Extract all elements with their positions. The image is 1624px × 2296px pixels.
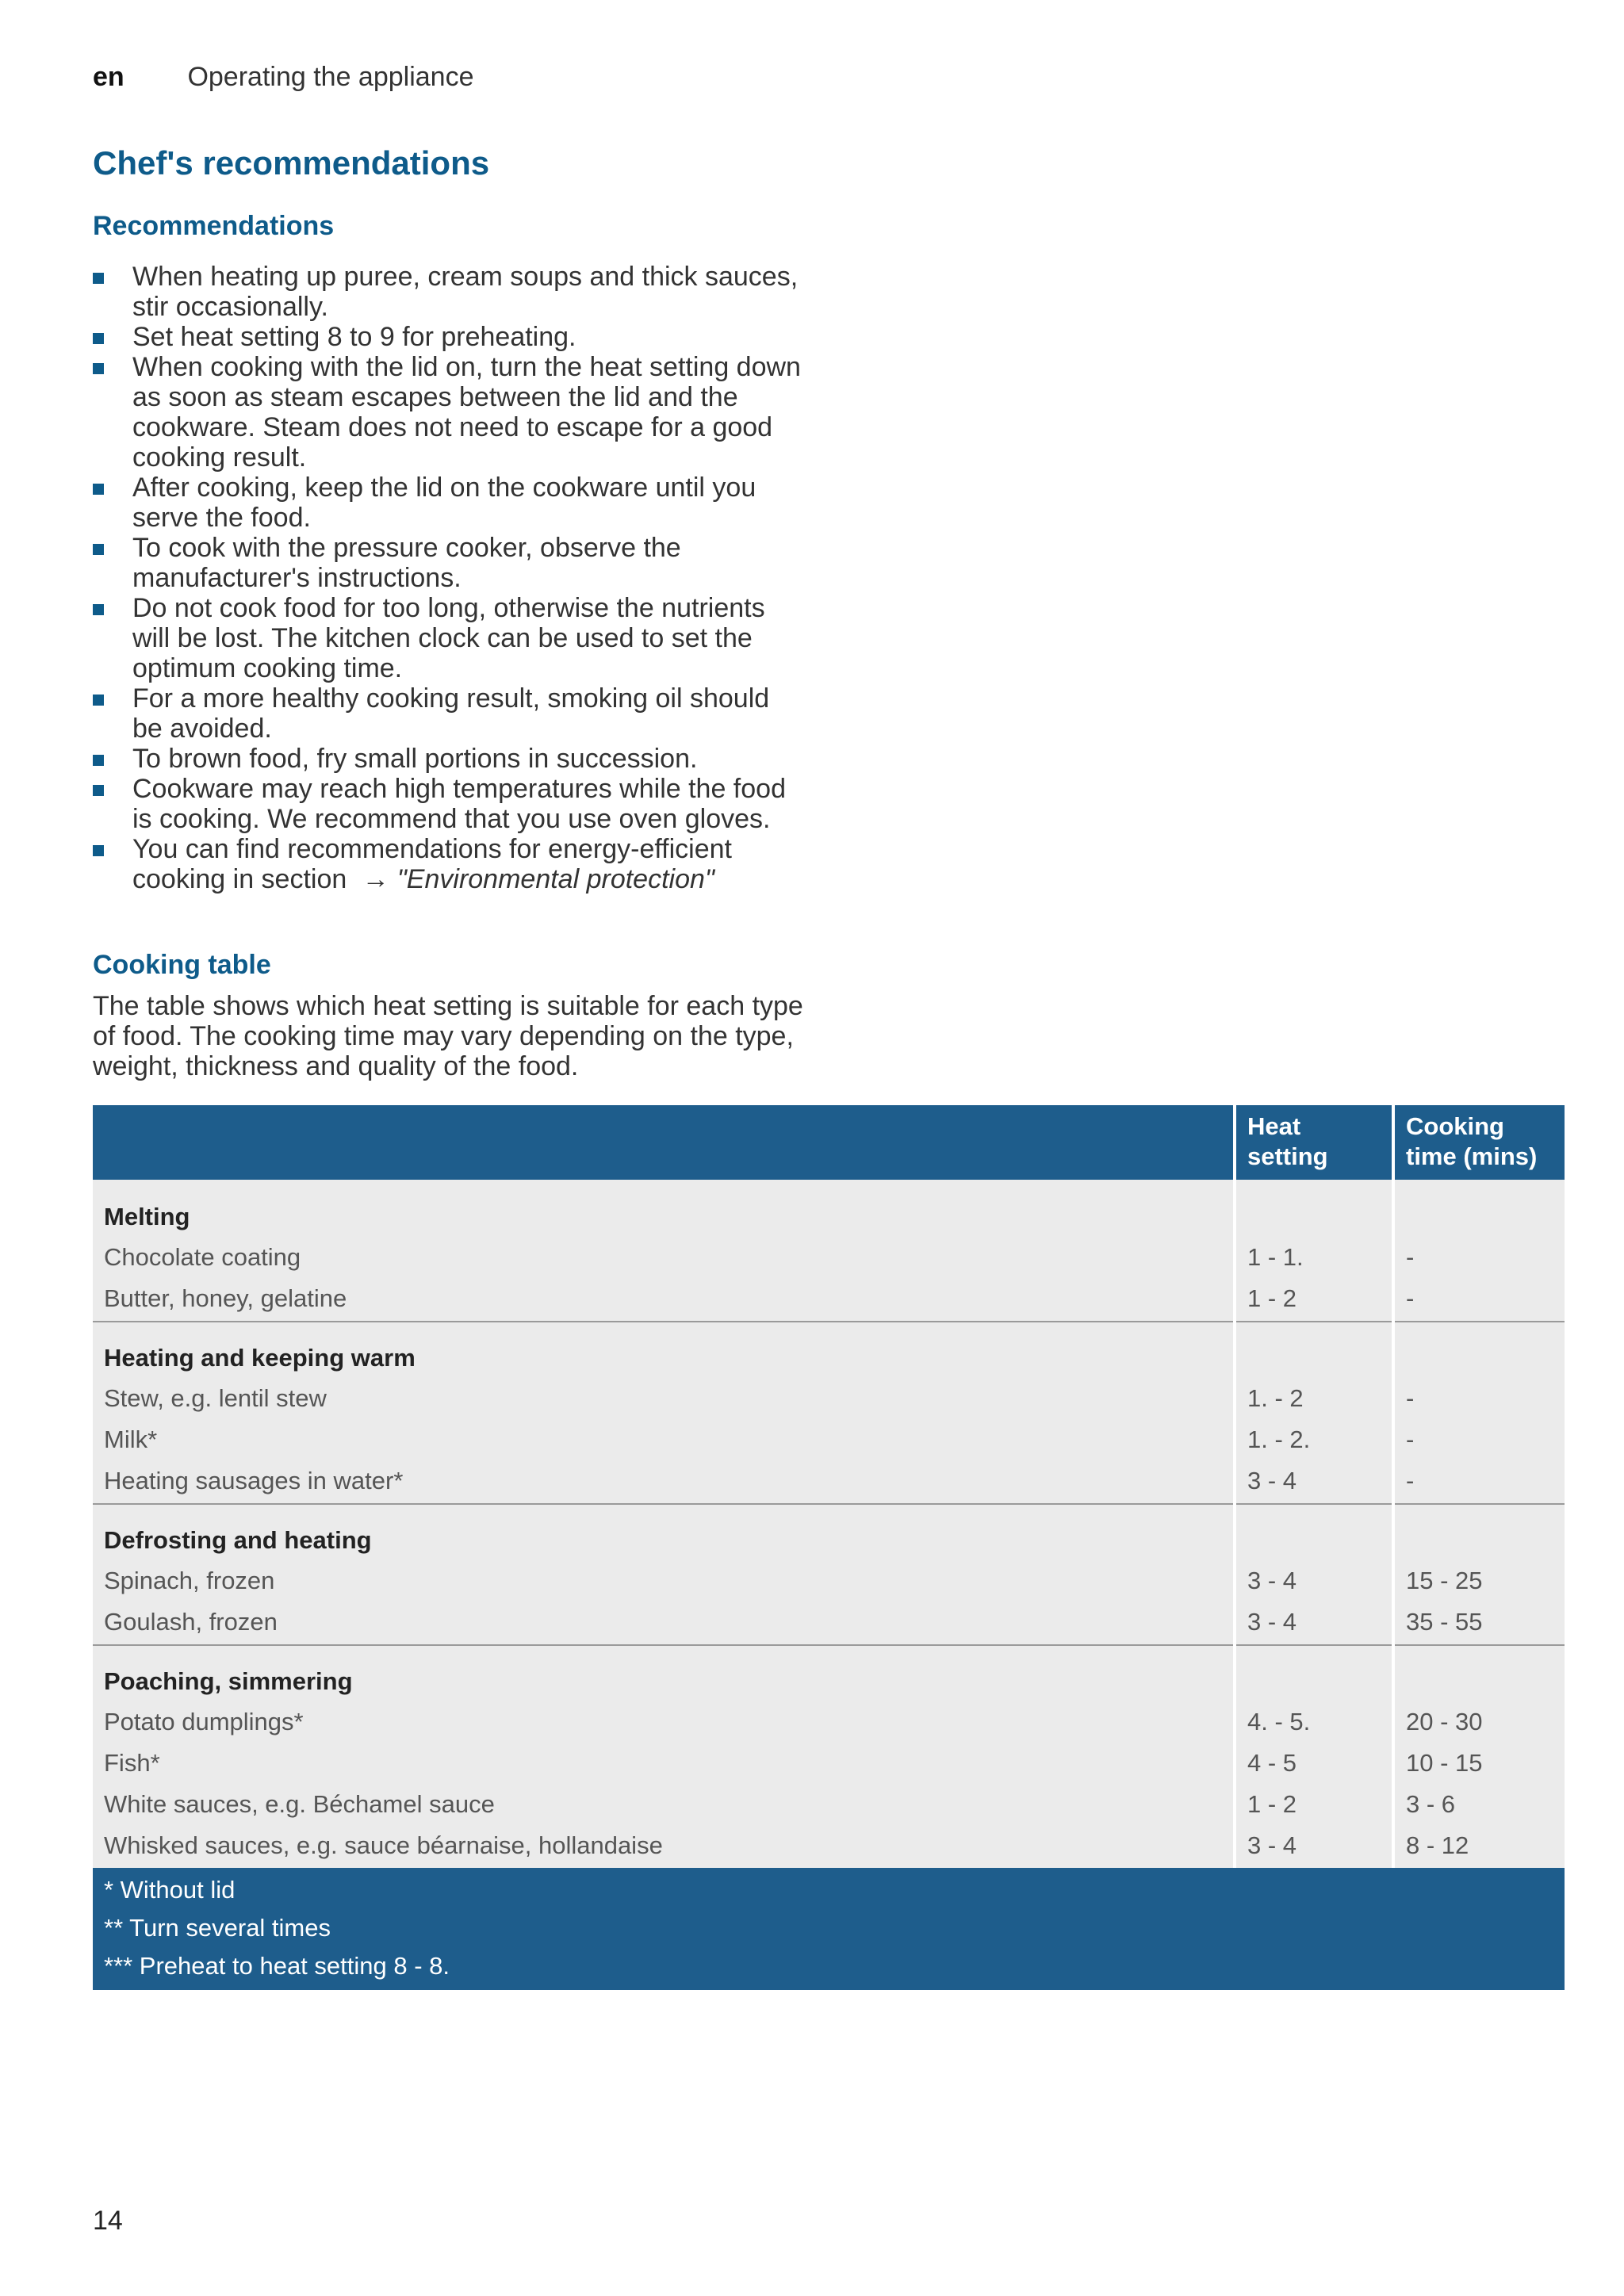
square-bullet-icon [93,363,104,374]
food-cell: Milk* [93,1419,1235,1460]
group-name: Defrosting and heating [93,1504,1235,1560]
table-row [93,1701,1565,1743]
column-header-food [93,1105,1235,1180]
table-row [93,1784,1565,1825]
column-header-heat-setting: Heat setting [1235,1105,1393,1180]
square-bullet-icon [93,755,104,766]
table-group-row [93,1322,1565,1378]
food-cell: Goulash, frozen [93,1601,1235,1645]
list-item [93,744,806,774]
empty-cell [1235,1645,1393,1701]
page-title: Chef's recommendations [93,144,490,182]
list-item [93,683,806,744]
food-cell: Spinach, frozen [93,1560,1235,1601]
cooking-time-cell: 8 - 12 [1393,1825,1565,1868]
cooking-time-cell: - [1393,1278,1565,1322]
section-title: Operating the appliance [187,62,474,92]
page-header [93,62,474,93]
table-row [93,1237,1565,1278]
list-item-text: Do not cook food for too long, otherwise the nutrients will be lost. The kitchen clock can be used to set the optimum cooking time. [132,593,765,683]
list-item [93,352,806,473]
heat-setting-cell: 3 - 4 [1235,1825,1393,1868]
square-bullet-icon [93,333,104,344]
empty-cell [1393,1322,1565,1378]
square-bullet-icon [93,785,104,796]
recommendations-list [93,262,806,894]
list-item-text: After cooking, keep the lid on the cookware until you serve the food. [132,473,756,533]
footnote-row [93,1947,1565,1990]
cooking-time-cell: 10 - 15 [1393,1743,1565,1784]
food-cell: Stew, e.g. lentil stew [93,1378,1235,1419]
food-cell: Whisked sauces, e.g. sauce béarnaise, hollandaise [93,1825,1235,1868]
table-row [93,1743,1565,1784]
empty-cell [1393,1504,1565,1560]
list-item [93,533,806,593]
empty-cell [1235,1180,1393,1237]
list-item-text: To cook with the pressure cooker, observe the manufacturer's instructions. [132,533,681,593]
group-name: Melting [93,1180,1235,1237]
list-item-text: You can find recommendations for energy-efficient cooking in section [132,834,733,894]
list-item-text: Cookware may reach high temperatures while the food is cooking. We recommend that you use oven gloves. [132,774,786,834]
empty-cell [1393,1180,1565,1237]
table-row [93,1825,1565,1868]
heat-setting-cell: 1 - 1. [1235,1237,1393,1278]
cooking-time-cell: 3 - 6 [1393,1784,1565,1825]
table-row [93,1601,1565,1645]
square-bullet-icon [93,695,104,706]
list-item [93,834,806,894]
empty-cell [1393,1645,1565,1701]
list-item-text: When cooking with the lid on, turn the heat setting down as soon as steam escapes between the lid and the cookware. Steam does not need to escape for a good cooking result. [132,352,801,473]
square-bullet-icon [93,544,104,555]
table-row [93,1378,1565,1419]
recommendations-heading: Recommendations [93,211,335,241]
list-item [93,593,806,683]
cooking-time-cell: - [1393,1460,1565,1504]
cooking-time-cell: - [1393,1378,1565,1419]
empty-cell [1235,1322,1393,1378]
heat-setting-cell: 1. - 2 [1235,1378,1393,1419]
table-footnotes [93,1868,1565,1990]
table-group-row [93,1180,1565,1237]
list-item-text: To brown food, fry small portions in succession. [132,744,698,774]
footnote-text: ** Turn several times [93,1909,1565,1947]
table-row [93,1419,1565,1460]
food-cell: Butter, honey, gelatine [93,1278,1235,1322]
footnote-text: * Without lid [93,1868,1565,1909]
list-item-text: When heating up puree, cream soups and thick sauces, stir occasionally. [132,262,799,322]
list-item-text: Set heat setting 8 to 9 for preheating. [132,322,576,352]
cooking-time-cell: 20 - 30 [1393,1701,1565,1743]
footnote-row [93,1868,1565,1909]
group-name: Heating and keeping warm [93,1322,1235,1378]
list-item-text: For a more healthy cooking result, smoking oil should be avoided. [132,683,770,744]
cooking-time-cell: 35 - 55 [1393,1601,1565,1645]
table-row [93,1560,1565,1601]
group-name: Poaching, simmering [93,1645,1235,1701]
footnote-text: *** Preheat to heat setting 8 - 8. [93,1947,1565,1990]
heat-setting-cell: 3 - 4 [1235,1560,1393,1601]
square-bullet-icon [93,273,104,284]
section-reference-link[interactable]: "Environmental protection" [396,864,714,894]
cooking-time-cell: - [1393,1419,1565,1460]
square-bullet-icon [93,484,104,495]
heat-setting-cell: 4 - 5 [1235,1743,1393,1784]
column-header-cooking-time: Cooking time (mins) [1393,1105,1565,1180]
heat-setting-cell: 1 - 2 [1235,1784,1393,1825]
footnote-row [93,1909,1565,1947]
table-group-row [93,1504,1565,1560]
cooking-table-intro: The table shows which heat setting is suitable for each type of food. The cooking time may vary depending on the type, weight, thickness and quality of the food. [93,991,803,1081]
list-item [93,322,806,352]
square-bullet-icon [93,604,104,615]
heat-setting-cell: 1. - 2. [1235,1419,1393,1460]
table-row [93,1278,1565,1322]
food-cell: White sauces, e.g. Béchamel sauce [93,1784,1235,1825]
table-header-row [93,1105,1565,1180]
empty-cell [1235,1504,1393,1560]
list-item [93,262,806,322]
food-cell: Chocolate coating [93,1237,1235,1278]
square-bullet-icon [93,845,104,856]
table-group-row [93,1645,1565,1701]
food-cell: Potato dumplings* [93,1701,1235,1743]
page-number: 14 [93,2206,123,2236]
heat-setting-cell: 4. - 5. [1235,1701,1393,1743]
list-item [93,473,806,533]
table-row [93,1460,1565,1504]
food-cell: Fish* [93,1743,1235,1784]
language-code: en [93,62,124,92]
table-body [93,1180,1565,1868]
heat-setting-cell: 1 - 2 [1235,1278,1393,1322]
cooking-table [93,1105,1565,1990]
cooking-time-cell: 15 - 25 [1393,1560,1565,1601]
food-cell: Heating sausages in water* [93,1460,1235,1504]
heat-setting-cell: 3 - 4 [1235,1460,1393,1504]
cooking-time-cell: - [1393,1237,1565,1278]
arrow-right-icon: → [362,864,389,894]
cooking-table-heading: Cooking table [93,950,271,980]
heat-setting-cell: 3 - 4 [1235,1601,1393,1645]
list-item [93,774,806,834]
